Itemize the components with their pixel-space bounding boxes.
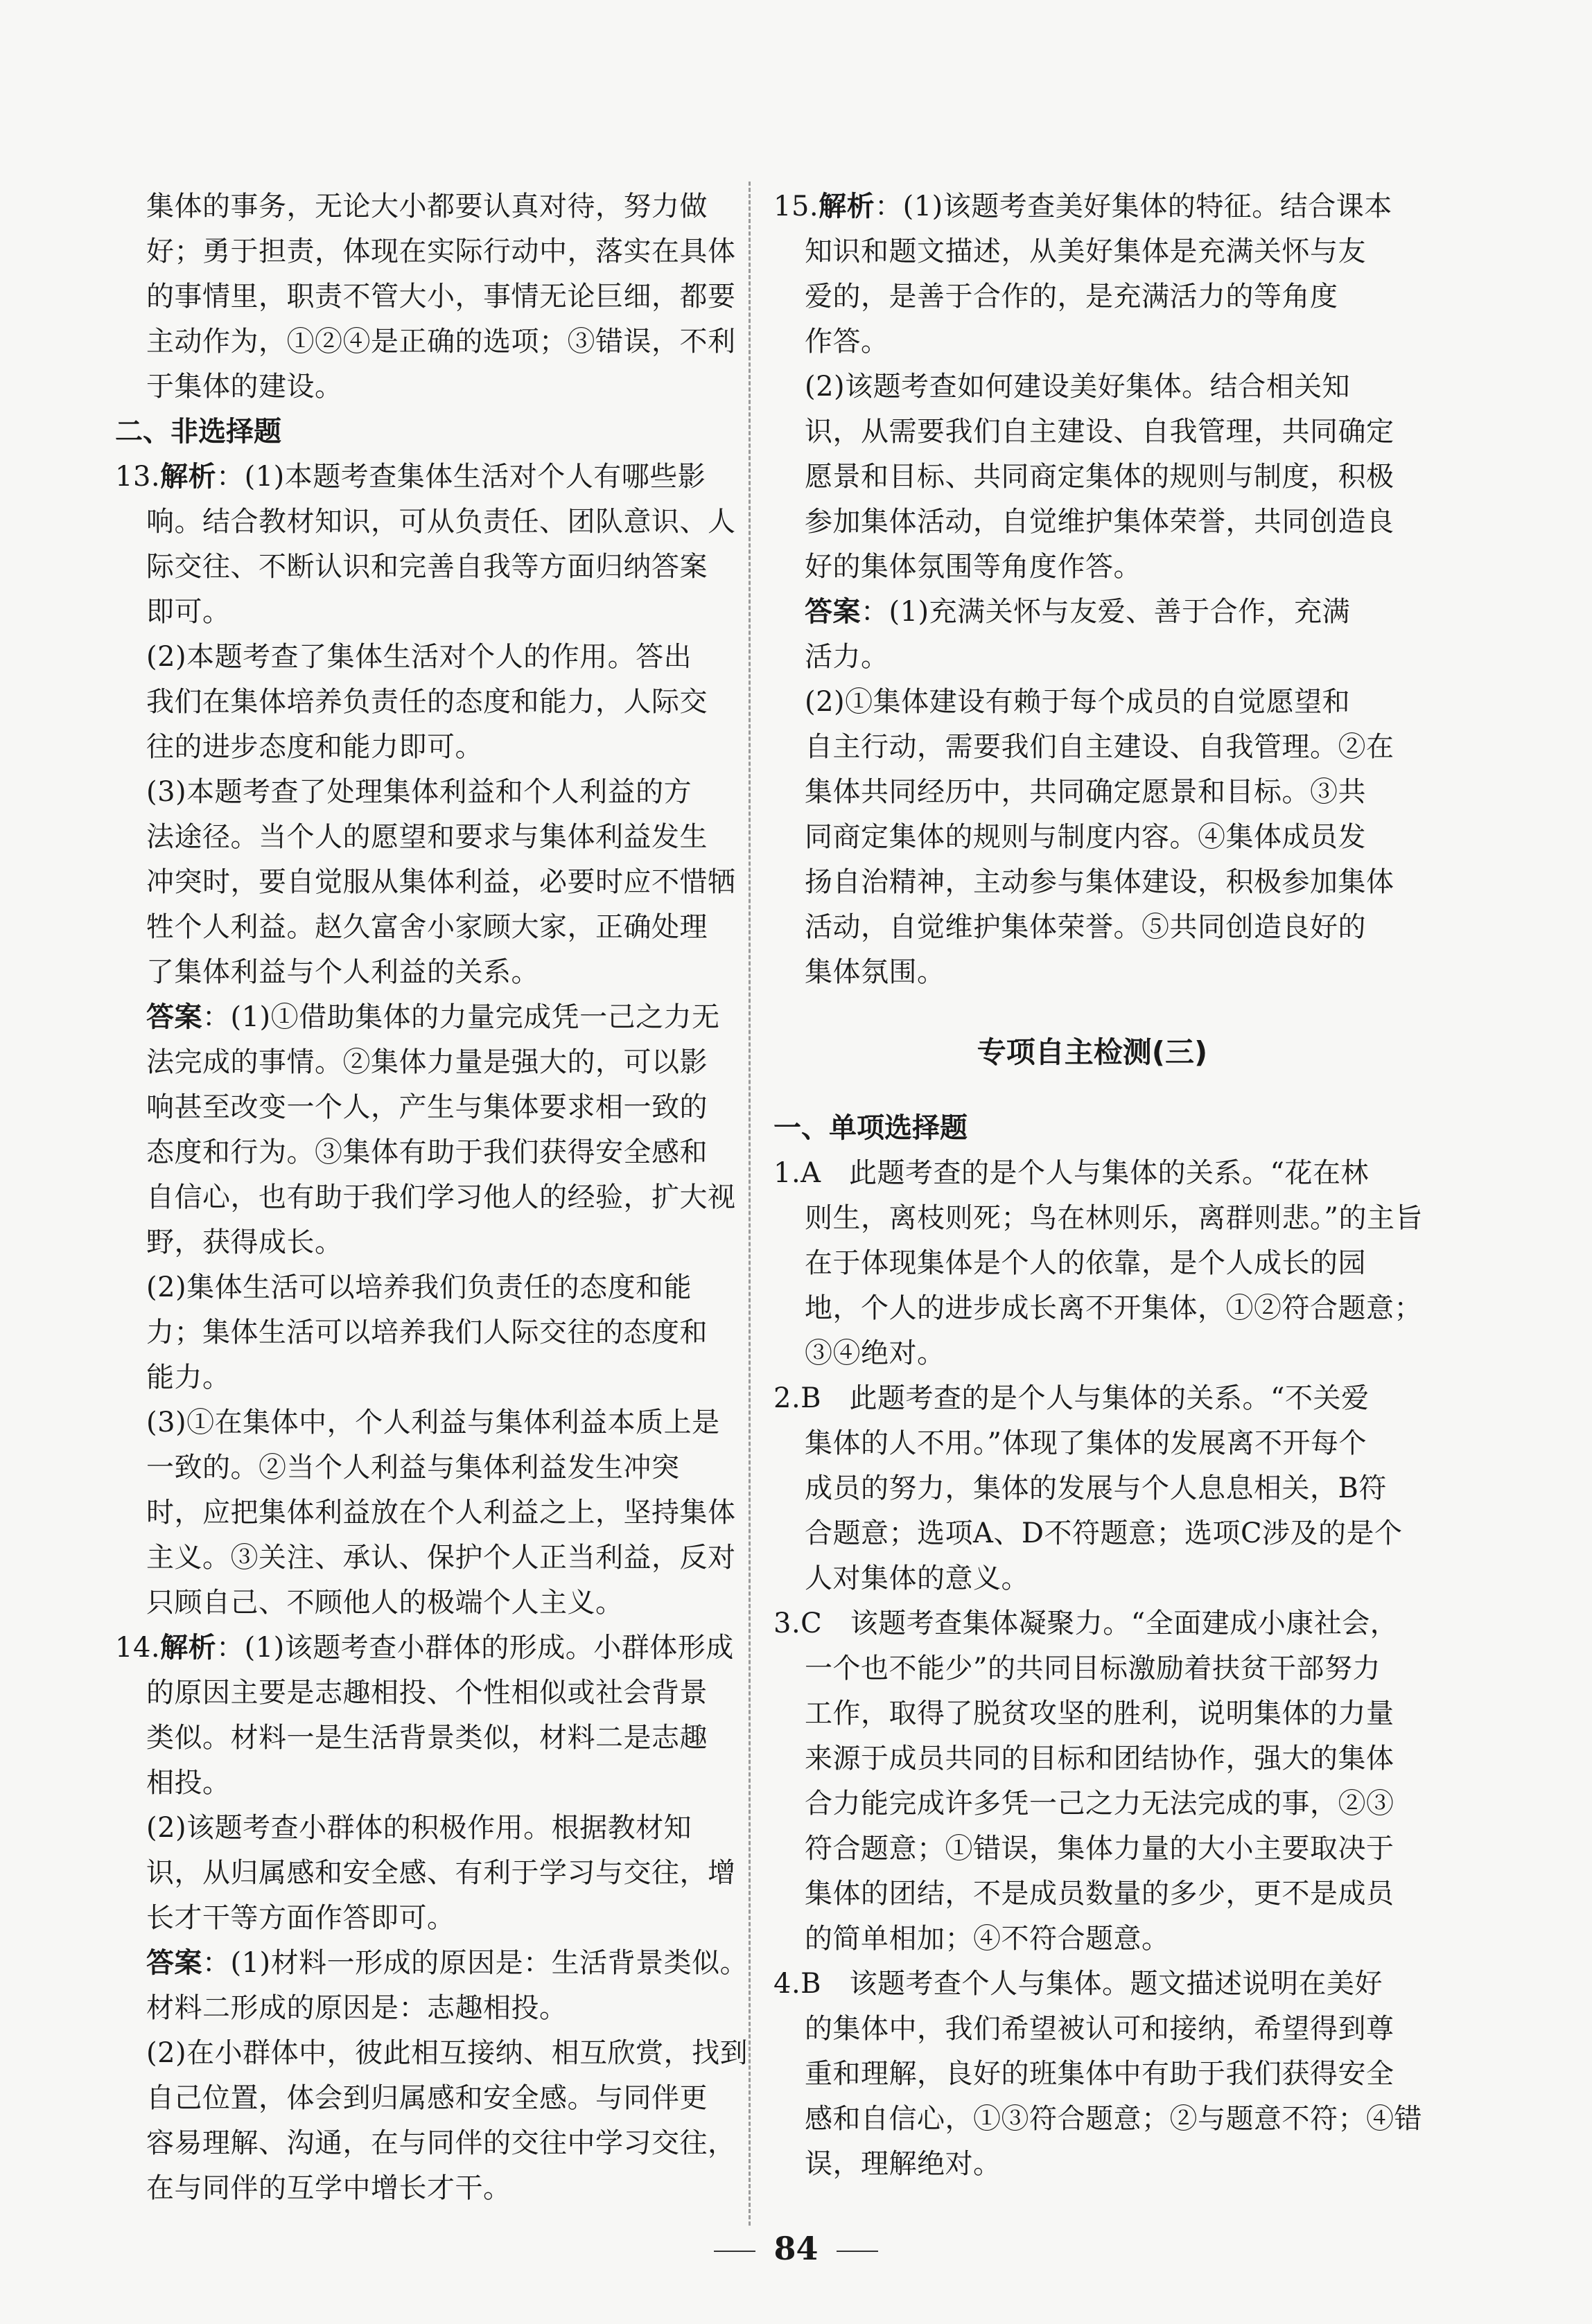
page-number-dash-right [837,2251,878,2252]
text-line: 集体的团结，不是成员数量的多少，更不是成员 [805,1878,1394,1910]
answer-label: 答案 [146,1001,202,1033]
text-line: 的原因主要是志趣相投、个性相似或社会背景 [146,1677,708,1709]
text-line: 一致的。②当个人利益与集体利益发生冲突 [146,1452,680,1484]
text-line: ：(1)充满关怀与友爱、善于合作，充满 [861,596,1351,628]
text-line: 在与同伴的互学中增长才干。 [146,2172,511,2204]
text-line: 冲突时，要自觉服从集体利益，必要时应不惜牺 [146,866,736,898]
text-line: 2.B 此题考查的是个人与集体的关系。“不关爱 [773,1382,1370,1414]
section-title: 专项自主检测(三) [977,1035,1208,1069]
text-line: 参加集体活动，自觉维护集体荣誉，共同创造良 [805,506,1394,538]
text-line: 地，个人的进步成长离不开集体，①②符合题意； [805,1292,1422,1324]
question-15-first-line [773,184,1411,229]
section-heading: 一、单项选择题 [773,1112,968,1144]
text-line: 3.C 该题考查集体凝聚力。“全面建成小康社会， [773,1608,1399,1639]
text-line: 4.B 该题考查个人与集体。题文描述说明在美好 [773,1968,1383,2000]
text-line: 的简单相加；④不符合题意。 [805,1923,1170,1955]
text-line: (2)该题考查如何建设美好集体。结合相关知 [805,371,1351,403]
text-line: 法完成的事情。②集体力量是强大的，可以影 [146,1046,708,1078]
text-line: 一个也不能少”的共同目标激励着扶贫干部努力 [805,1653,1381,1684]
text-line: 长才干等方面作答即可。 [146,1902,455,1934]
text-line: 则生，离枝则死；鸟在林则乐，离群则悲。”的主旨 [805,1202,1423,1234]
text-line: 集体的人不用。”体现了集体的发展离不开每个 [805,1427,1367,1459]
text-line: 识，从需要我们自主建设、自我管理，共同确定 [805,416,1394,448]
text-line: 合力能完成许多凭一己之力无法完成的事，②③ [805,1788,1394,1820]
answer-13-first-line [115,995,753,1040]
text-line: 牲个人利益。赵久富舍小家顾大家，正确处理 [146,911,708,943]
question-13-first-line [115,455,753,500]
text-line: 自己位置，体会到归属感和安全感。与同伴更 [146,2082,708,2114]
page-number [0,2230,1592,2267]
answer-15-first-line [773,590,1411,635]
section-heading: 二、非选择题 [115,416,281,448]
analysis-label: 解析 [819,191,875,222]
analysis-label: 解析 [160,461,217,493]
left-column [115,184,753,2211]
text-line: (2)集体生活可以培养我们负责任的态度和能 [146,1271,692,1303]
answer-label: 答案 [805,596,861,628]
right-column [773,184,1423,2187]
text-line: (3)本题考查了处理集体利益和个人利益的方 [146,776,692,808]
text-line: 能力。 [146,1362,231,1393]
text-line: 响。结合教材知识，可从负责任、团队意识、人 [146,506,736,538]
text-line: 工作，取得了脱贫攻坚的胜利，说明集体的力量 [805,1698,1394,1729]
page-number-dash-left [714,2251,755,2252]
text-line: 成员的努力，集体的发展与个人息息相关，B符 [805,1472,1387,1504]
text-line: (2)本题考查了集体生活对个人的作用。答出 [146,641,692,673]
text-line: 人对集体的意义。 [805,1562,1029,1594]
answer-label: 答案 [146,1947,202,1979]
text-line: ：(1)材料一形成的原因是：生活背景类似。 [202,1947,749,1979]
text-line: (3)①在集体中，个人利益与集体利益本质上是 [146,1407,720,1438]
text-line: 态度和行为。③集体有助于我们获得安全感和 [146,1136,708,1168]
text-line: 响甚至改变一个人，产生与集体要求相一致的 [146,1091,708,1123]
text-line: 集体的事务，无论大小都要认真对待，努力做 [146,191,708,222]
text-line: ：(1)该题考查美好集体的特征。结合课本 [875,191,1392,222]
text-line: 来源于成员共同的目标和团结协作，强大的集体 [805,1743,1394,1775]
text-line: 合题意；选项A、D不符题意；选项C涉及的是个 [805,1517,1403,1549]
question-number: 13. [115,461,161,493]
text-line: 同商定集体的规则与制度内容。④集体成员发 [805,821,1366,853]
text-line: 在于体现集体是个人的依靠，是个人成长的园 [805,1247,1366,1279]
text-line: 误，理解绝对。 [805,2148,1001,2180]
text-line: 往的进步态度和能力即可。 [146,731,483,763]
text-line: 重和理解，良好的班集体中有助于我们获得安全 [805,2058,1394,2090]
text-line: 好的集体氛围等角度作答。 [805,551,1141,583]
text-line: 力；集体生活可以培养我们人际交往的态度和 [146,1317,708,1348]
text-line: 知识和题文描述，从美好集体是充满关怀与友 [805,236,1366,267]
analysis-label: 解析 [160,1632,217,1664]
text-line: 容易理解、沟通，在与同伴的交往中学习交往， [146,2127,736,2159]
text-line: 愿景和目标、共同商定集体的规则与制度，积极 [805,461,1394,493]
text-line: 符合题意；①错误，集体力量的大小主要取决于 [805,1833,1394,1865]
text-line: ：(1)该题考查小群体的形成。小群体形成 [216,1632,734,1664]
text-line: 际交往、不断认识和完善自我等方面归纳答案 [146,551,708,583]
question-number: 14. [115,1632,161,1664]
text-line: 相投。 [146,1767,231,1799]
text-line: 识，从归属感和安全感、有利于学习与交往，增 [146,1857,736,1889]
text-line: ：(1)本题考查集体生活对个人有哪些影 [216,461,706,493]
text-line: 法途径。当个人的愿望和要求与集体利益发生 [146,821,708,853]
answer-14-first-line [115,1941,753,1986]
text-line: 我们在集体培养负责任的态度和能力，人际交 [146,686,708,718]
text-line: 活动，自觉维护集体荣誉。⑤共同创造良好的 [805,911,1366,943]
question-number: 15. [773,191,819,222]
text-line: 好；勇于担责，体现在实际行动中，落实在具体 [146,236,736,267]
text-line: 只顾自己、不顾他人的极端个人主义。 [146,1587,624,1619]
text-line: 活力。 [805,641,889,673]
text-line: 主动作为，①②④是正确的选项；③错误，不利 [146,326,736,358]
text-line: 了集体利益与个人利益的关系。 [146,956,539,988]
text-line: ③④绝对。 [805,1337,945,1369]
text-line: 主义。③关注、承认、保护个人正当利益，反对 [146,1542,736,1574]
text-line: 爱的，是善于合作的，是充满活力的等角度 [805,281,1338,312]
text-line: 自主行动，需要我们自主建设、自我管理。②在 [805,731,1394,763]
text-line: 即可。 [146,596,231,628]
page-number-value: 84 [773,2230,819,2267]
text-line: 自信心，也有助于我们学习他人的经验，扩大视 [146,1181,736,1213]
text-line: (2)该题考查小群体的积极作用。根据教材知 [146,1812,692,1844]
text-line: 集体氛围。 [805,956,945,988]
text-line: 扬自治精神，主动参与集体建设，积极参加集体 [805,866,1394,898]
text-line: ：(1)①借助集体的力量完成凭一己之力无 [202,1001,720,1033]
text-line: 类似。材料一是生活背景类似，材料二是志趣 [146,1722,708,1754]
text-line: (2)在小群体中，彼此相互接纳、相互欣赏，找到 [146,2037,749,2069]
text-line: 集体共同经历中，共同确定愿景和目标。③共 [805,776,1366,808]
text-line: 的事情里，职责不管大小，事情无论巨细，都要 [146,281,736,312]
text-line: 感和自信心，①③符合题意；②与题意不符；④错 [805,2103,1422,2135]
text-line: (2)①集体建设有赖于每个成员的自觉愿望和 [805,686,1351,718]
text-line: 1.A 此题考查的是个人与集体的关系。“花在林 [773,1157,1369,1189]
question-14-first-line [115,1626,753,1671]
text-line: 的集体中，我们希望被认可和接纳，希望得到尊 [805,2013,1394,2045]
text-line: 时，应把集体利益放在个人利益之上，坚持集体 [146,1497,736,1529]
text-line: 于集体的建设。 [146,371,343,403]
text-line: 野，获得成长。 [146,1226,343,1258]
text-line: 材料二形成的原因是：志趣相投。 [146,1992,568,2024]
text-line: 作答。 [805,326,889,358]
